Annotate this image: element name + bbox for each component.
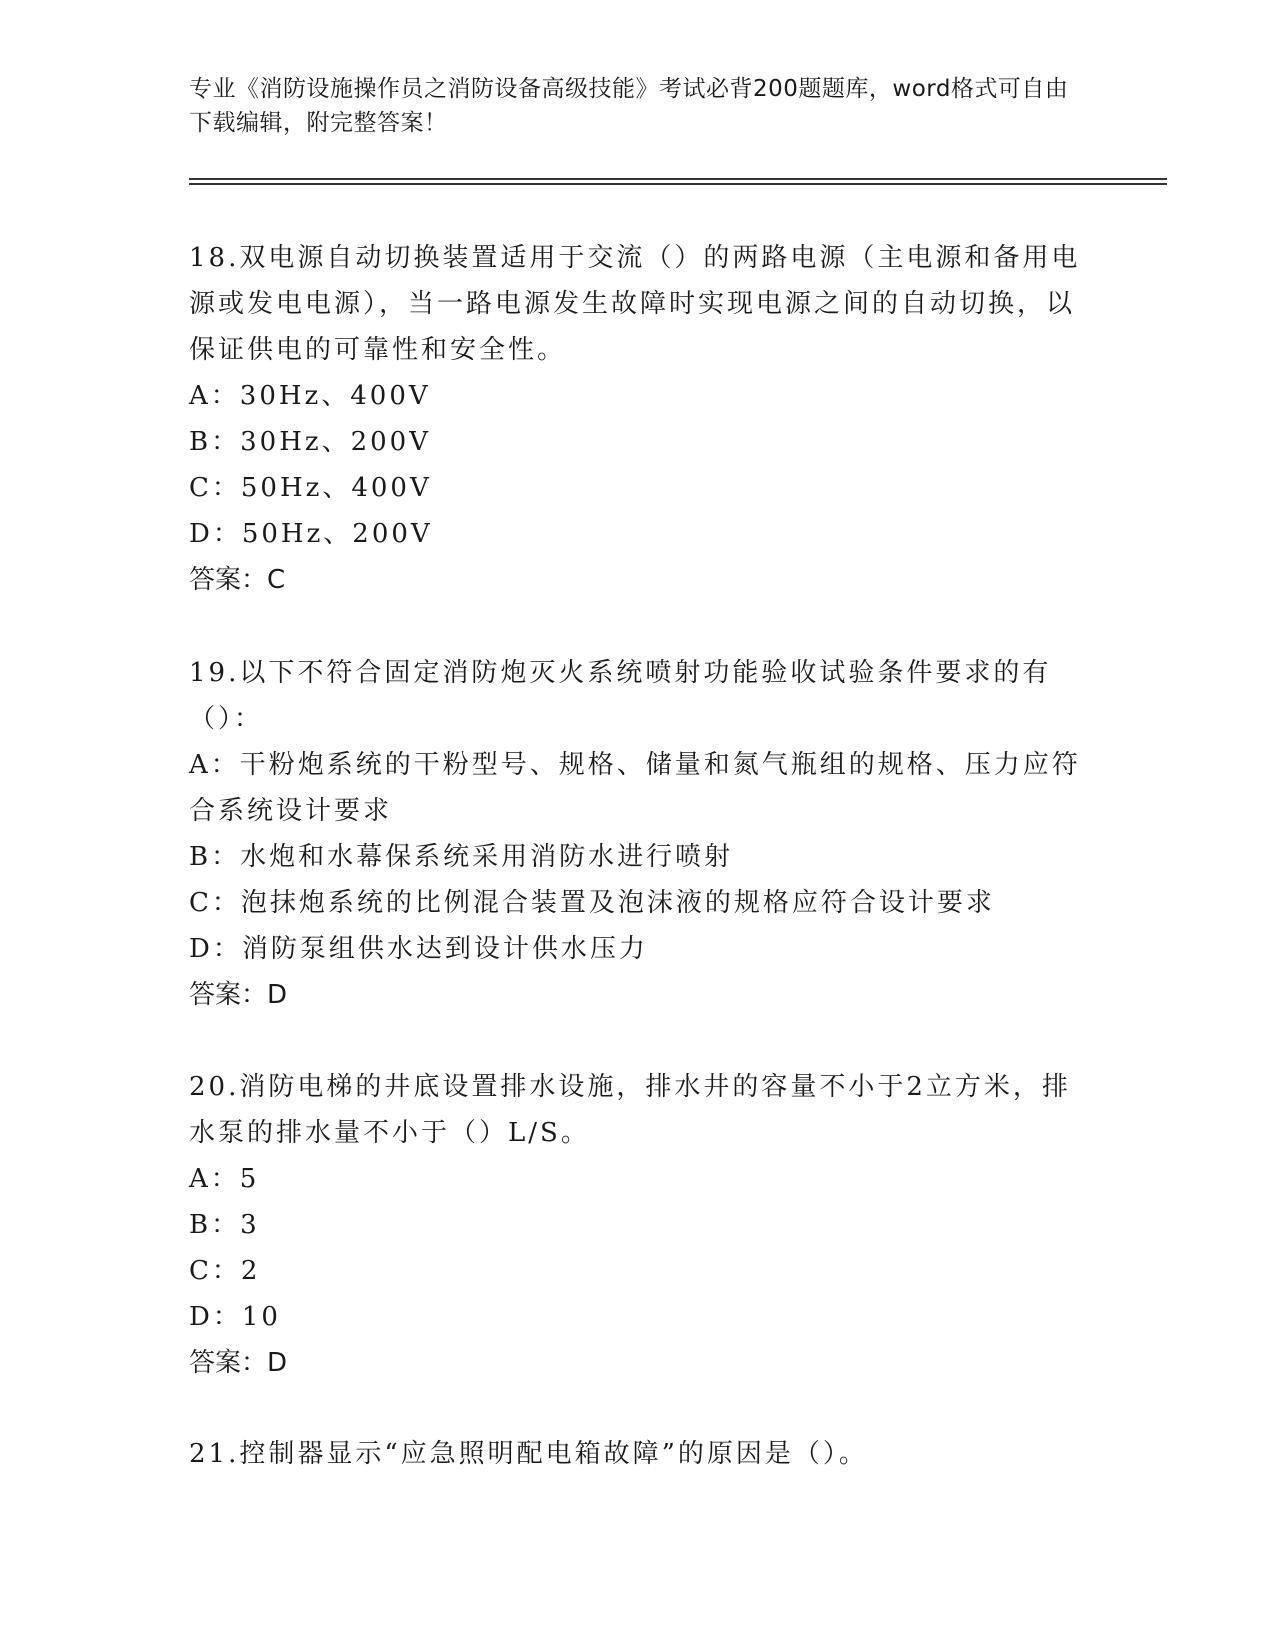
- answer: 答案：D: [189, 980, 288, 1010]
- header-divider-top: [189, 178, 1167, 180]
- option-a: A：干粉炮系统的干粉型号、规格、储量和氮气瓶组的规格、压力应符合系统设计要求: [189, 750, 1081, 826]
- question-stem: 21.控制器显示“应急照明配电箱故障”的原因是（）。: [189, 1439, 868, 1469]
- option-list: [189, 1156, 1089, 1340]
- option-list: [189, 373, 1089, 557]
- option-a: A：5: [189, 1164, 260, 1194]
- option-d: D：10: [189, 1302, 281, 1332]
- question-19: [189, 650, 1089, 1018]
- question-20: [189, 1064, 1089, 1386]
- document-header: 专业《消防设施操作员之消防设备高级技能》考试必背200题题库，word格式可自由下载编辑，附完整答案！: [189, 76, 1069, 136]
- option-d: D：50Hz、200V: [189, 519, 433, 549]
- option-c: C：50Hz、400V: [189, 473, 432, 503]
- header-divider-bottom: [189, 183, 1167, 185]
- option-d: D：消防泵组供水达到设计供水压力: [189, 934, 648, 964]
- option-a: A：30Hz、400V: [189, 381, 431, 411]
- question-stem: 18.双电源自动切换装置适用于交流（）的两路电源（主电源和备用电源或发电电源），当一路电源发生故障时实现电源之间的自动切换，以保证供电的可靠性和安全性。: [189, 243, 1081, 365]
- question-21: [189, 1431, 1089, 1477]
- answer: 答案：D: [189, 1348, 288, 1378]
- question-18: [189, 235, 1089, 603]
- option-b: B：3: [189, 1210, 260, 1240]
- answer: 答案：C: [189, 565, 286, 595]
- option-b: B：30Hz、200V: [189, 427, 431, 457]
- question-stem: 19.以下不符合固定消防炮灭火系统喷射功能验收试验条件要求的有（）：: [189, 658, 1052, 734]
- option-c: C：2: [189, 1256, 261, 1286]
- option-b: B：水炮和水幕保系统采用消防水进行喷射: [189, 842, 734, 872]
- option-list: [189, 742, 1089, 972]
- option-c: C：泡抹炮系统的比例混合装置及泡沫液的规格应符合设计要求: [189, 888, 995, 918]
- question-stem: 20.消防电梯的井底设置排水设施，排水井的容量不小于2立方米，排水泵的排水量不小于（）L/S。: [189, 1072, 1071, 1148]
